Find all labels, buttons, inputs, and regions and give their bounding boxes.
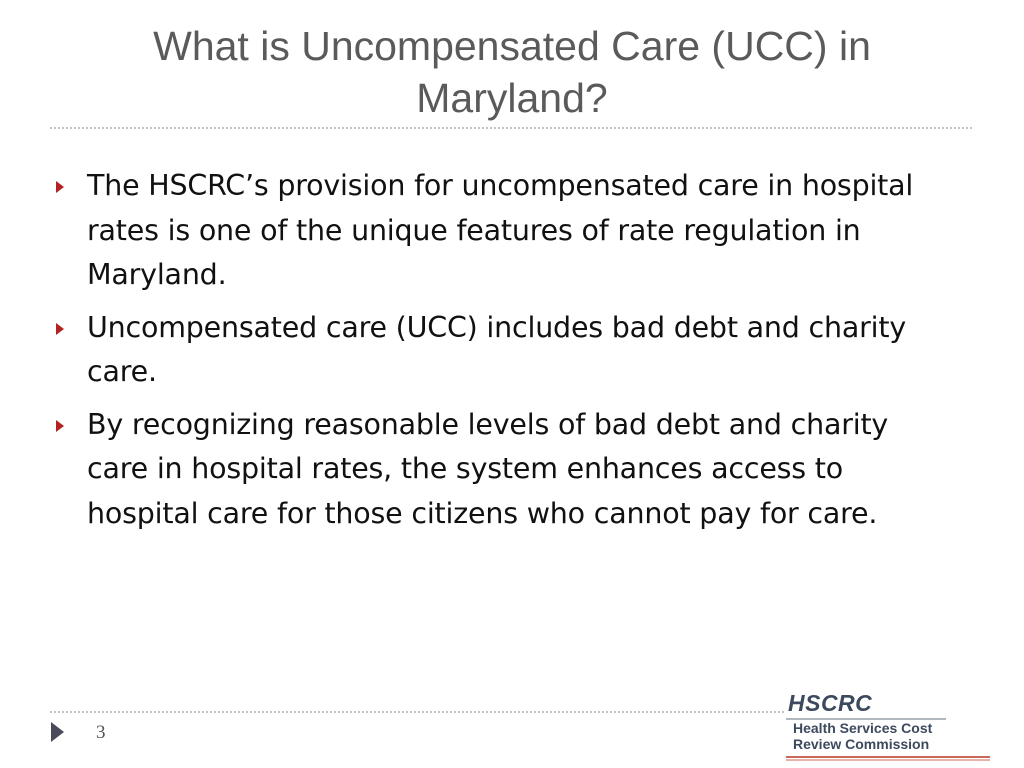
triangle-bullet-icon <box>56 323 64 335</box>
logo-acronym: HSCRC <box>788 690 873 716</box>
bullet-item <box>56 306 956 395</box>
bullet-text: By recognizing reasonable levels of bad debt and charity care in hospital rates, the system enhances access to hospital care for those citizens who cannot pay for care. <box>87 407 889 530</box>
triangle-bullet-icon <box>56 181 64 193</box>
logo-name-line: Review Commission <box>793 736 930 752</box>
bullet-list <box>56 164 956 544</box>
slide-title: What is Uncompensated Care (UCC) in Maryland? <box>153 23 871 121</box>
bullet-item <box>56 403 956 537</box>
bullet-item <box>56 164 956 298</box>
bullet-text: The HSCRC’s provision for uncompensated care in hospital rates is one of the unique features of rate regulation in Maryland. <box>87 169 914 291</box>
triangle-bullet-icon <box>56 420 64 432</box>
logo-accent-line <box>786 756 990 758</box>
bullet-text: Uncompensated care (UCC) includes bad debt and charity care. <box>87 310 906 388</box>
page-number: 3 <box>96 722 106 743</box>
play-arrow-icon[interactable] <box>51 722 64 742</box>
footer-divider <box>50 711 784 713</box>
logo-accent-line <box>786 759 990 761</box>
logo-name-line: Health Services Cost <box>793 720 933 736</box>
hscrc-logo <box>786 690 992 762</box>
title-divider <box>50 127 972 129</box>
